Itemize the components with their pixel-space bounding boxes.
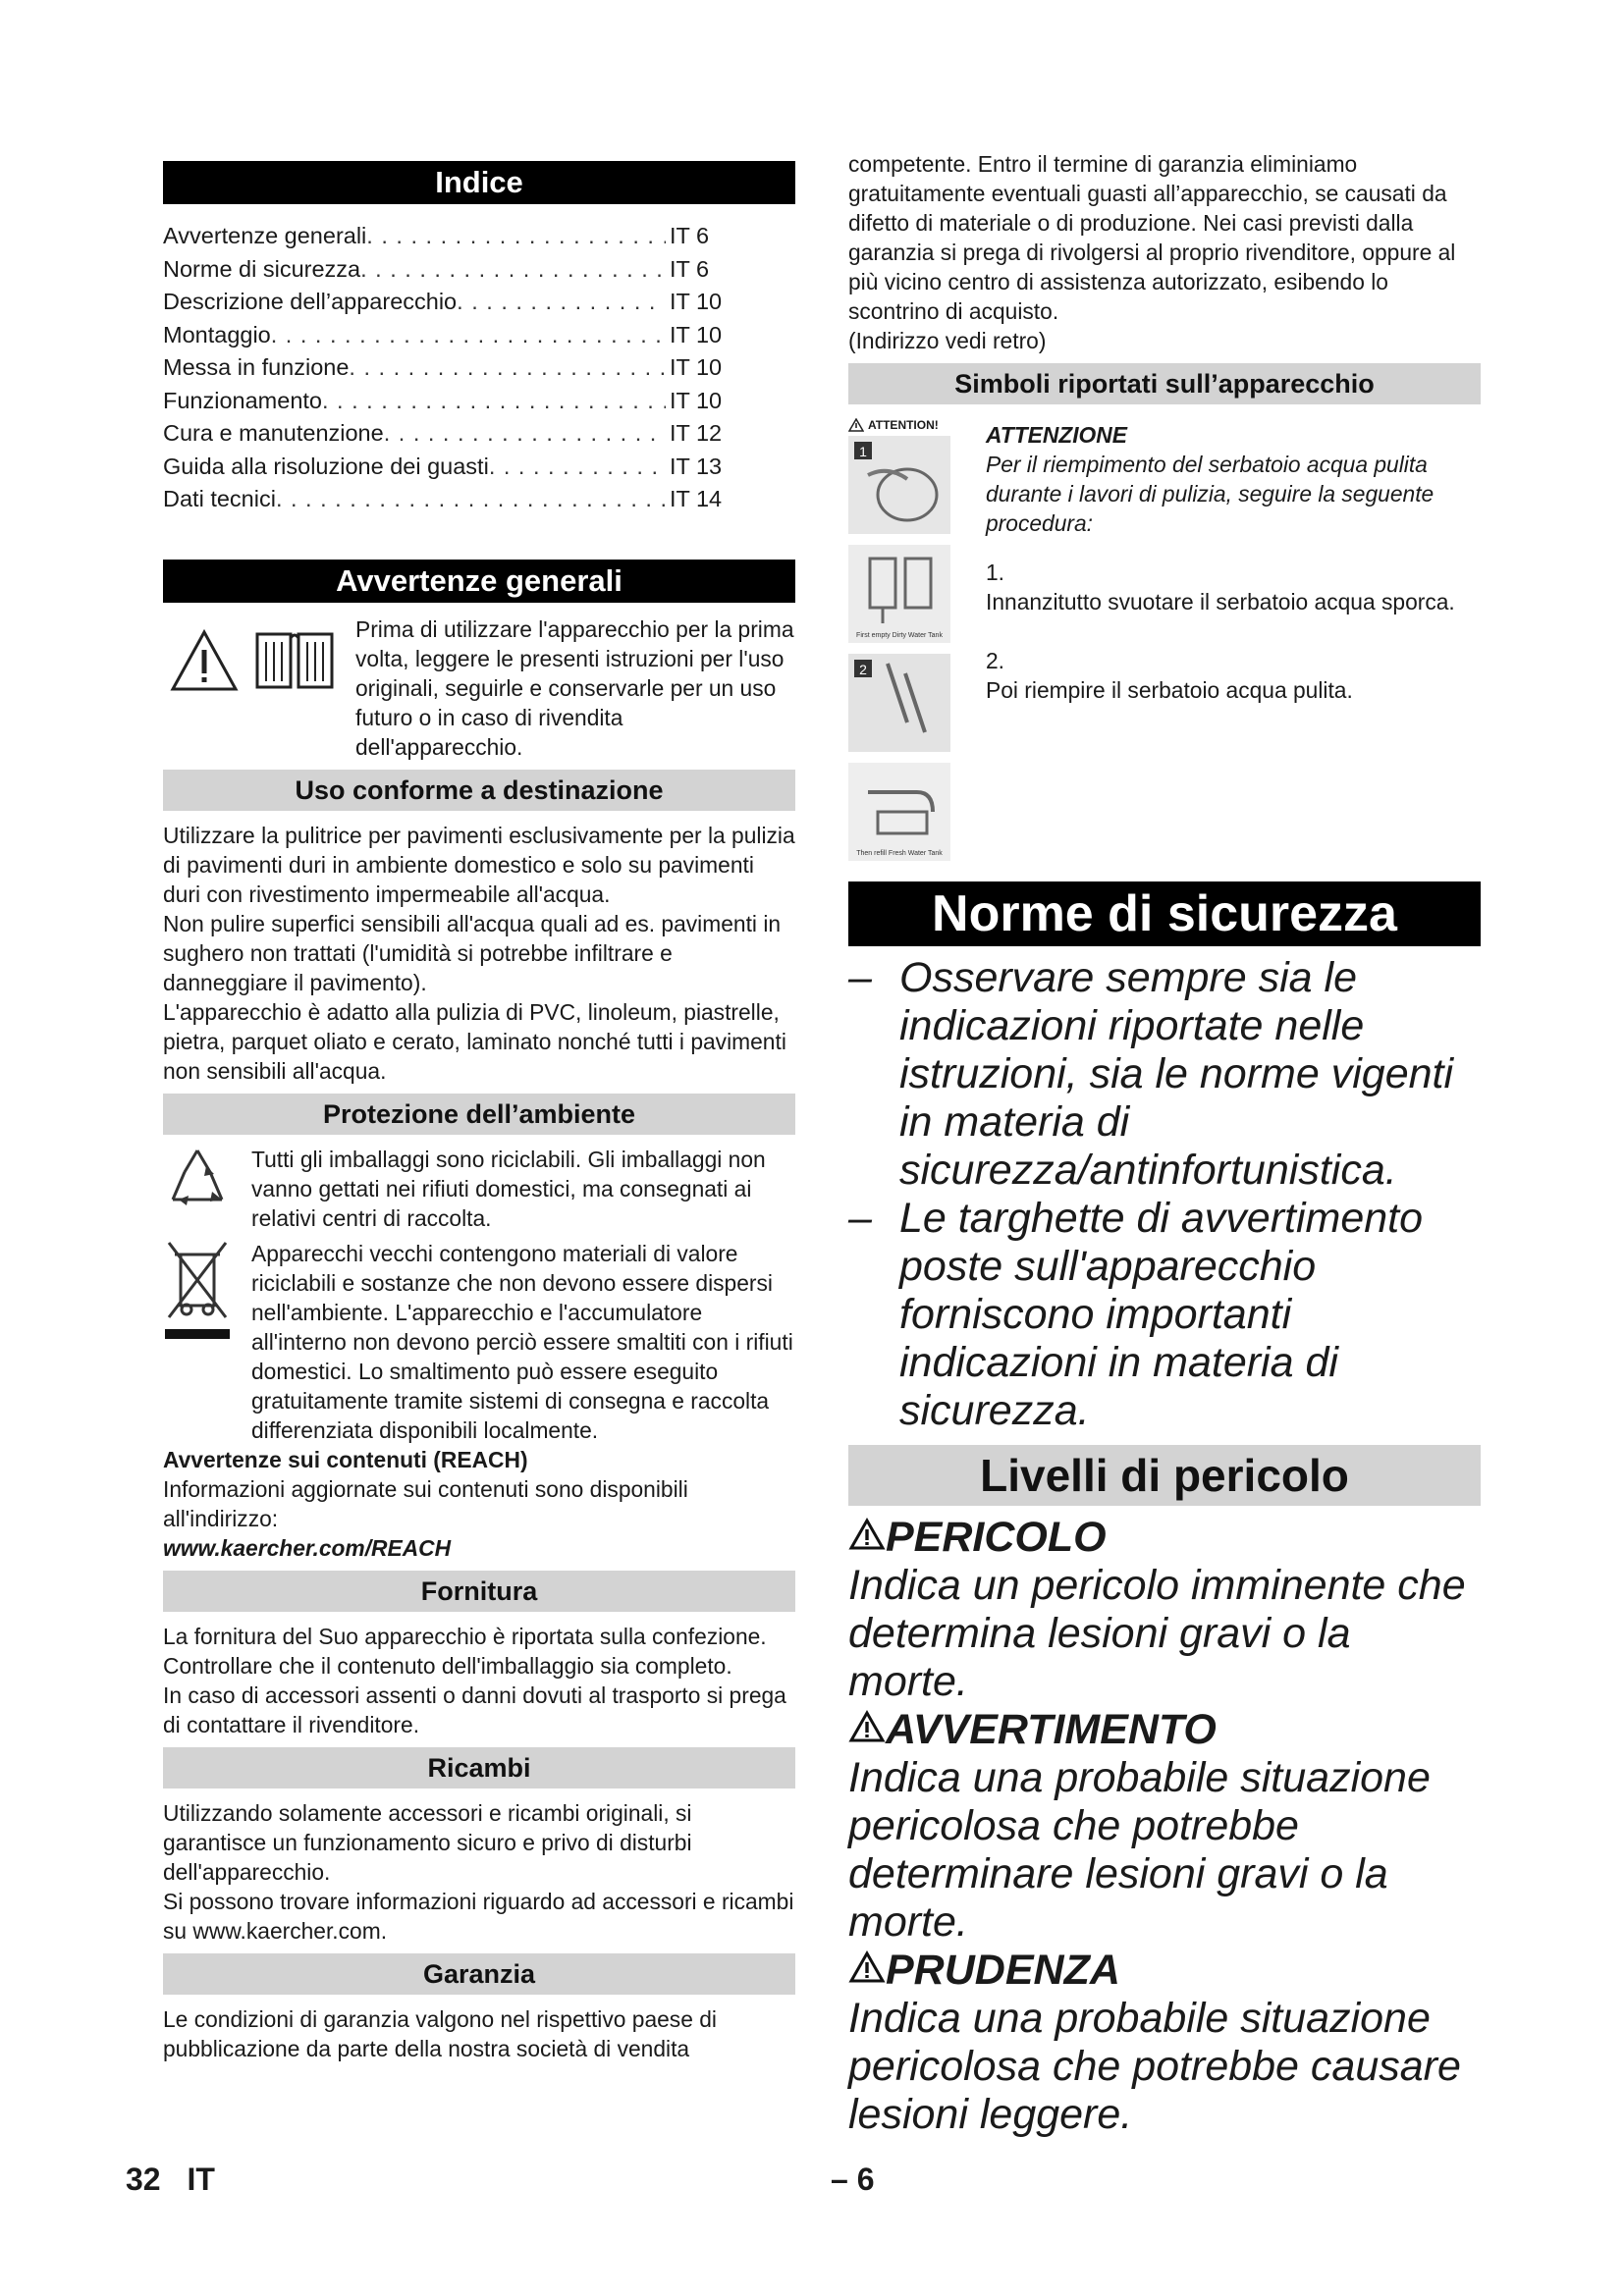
delivery-body [163, 1622, 795, 1739]
weee-text: Apparecchi vecchi contengono materiali di valore riciclabili e sostanze che non devono essere dispersi nell'ambiente. L'apparecchio e l'accumulatore all'interno non devono perciò essere smaltiti con i rifiuti domestici. Lo smaltimento può essere eseguito gratuitamente tramite sistemi di consegna e raccolta differenziata disponibili localmente. [251, 1240, 793, 1443]
paragraph: In caso di accessori assenti o danni dovuti al trasporto si prega di contattare il rivenditore. [163, 1682, 786, 1737]
warning-triangle-icon [848, 1950, 886, 1984]
warning-triangle-icon [848, 1710, 886, 1743]
paragraph: Utilizzare la pulitrice per pavimenti esclusivamente per la pulizia di pavimenti duri in ambiente domestico e solo su pavimenti duri con rivestimento impermeabile all'acqua. [163, 822, 795, 907]
warranty-text-left: Le condizioni di garanzia valgono nel rispettivo paese di pubblicazione da parte della nostra società di vendita [163, 2005, 717, 2061]
step2-image [848, 654, 950, 752]
toc-item[interactable]: Avvertenze generali . . . IT 6 [163, 220, 734, 253]
recycle-text: Tutti gli imballaggi sono riciclabili. Gli imballaggi non vanno gettati nei rifiuti domestici, ma consegnati ai relativi centri di raccolta. [251, 1146, 766, 1231]
symbol-images [848, 418, 986, 866]
toc-title: Indice [163, 161, 795, 204]
weee-row [163, 1239, 795, 1445]
safety-list [848, 954, 1481, 1435]
recycle-icon-wrap [163, 1145, 251, 1233]
svg-text:Then refill Fresh Water Tank: Then refill Fresh Water Tank [856, 850, 943, 857]
step-number: 2. [986, 648, 1005, 673]
danger-level-text: Indica una probabile situazione pericolosa che potrebbe determinare lesioni gravi o la morte. [848, 1754, 1431, 1946]
warranty-address-note: (Indirizzo vedi retro) [848, 328, 1047, 353]
warranty-title: Garanzia [163, 1953, 795, 1995]
manual-book-icon [253, 628, 336, 693]
environment-title: Protezione dell’ambiente [163, 1094, 795, 1135]
right-column [848, 149, 1481, 2139]
spare-parts-body [163, 1798, 795, 1946]
reach-text: Informazioni aggiornate sui contenuti sono disponibili all'indirizzo: [163, 1475, 688, 1531]
toc-item[interactable]: Descrizione dell’apparecchio . . . IT 10 [163, 286, 734, 319]
general-text: Prima di utilizzare l'apparecchio per la prima volta, leggere le presenti istruzioni per l'uso originali, seguirle e conservarle per un uso futuro o in caso di rivendita dell'apparecchio. [355, 615, 794, 760]
weee-icon-wrap [163, 1239, 251, 1445]
step1b-image [848, 545, 950, 643]
spare-parts-title: Ricambi [163, 1747, 795, 1789]
recycle-row [163, 1145, 795, 1233]
step1-image [848, 436, 950, 534]
danger-level-heading: PRUDENZA [848, 1947, 1481, 1995]
toc-item[interactable]: Funzionamento . . . IT 10 [163, 385, 734, 418]
general-title: Avvertenze generali [163, 560, 795, 603]
danger-levels-title: Livelli di pericolo [848, 1445, 1481, 1506]
warranty-text-right: competente. Entro il termine di garanzia eliminiamo gratuitamente eventuali guasti all’apparecchio, se causati da difetto di materiale o di produzione. Nei casi previsti dalla garanzia si prega di rivolgersi al proprio rivenditore, oppure al più vicino centro di assistenza autorizzato, esibendo lo scontrino di acquisto. [848, 151, 1456, 324]
intended-use-body [163, 821, 795, 1086]
danger-level-text: Indica una probabile situazione pericolosa che potrebbe causare lesioni leggere. [848, 1995, 1461, 2138]
paragraph: La fornitura del Suo apparecchio è riportata sulla confezione. Controllare che il contenuto dell'imballaggio sia completo. [163, 1623, 767, 1679]
step2b-image [848, 763, 950, 861]
language-code: IT [187, 2162, 215, 2197]
danger-level-text: Indica un pericolo imminente che determina lesioni gravi o la morte. [848, 1562, 1466, 1705]
paragraph: Non pulire superfici sensibili all'acqua quali ad es. pavimenti in sughero non trattati (l'umidità si potrebbe infiltrare e danneggiare il pavimento). [163, 910, 782, 995]
toc-item[interactable]: Guida alla risoluzione dei guasti . . . IT 13 [163, 451, 734, 484]
step-number: 1. [986, 560, 1005, 585]
attention-intro: Per il riempimento del serbatoio acqua pulita durante i lavori di pulizia, seguire la seguente procedura: [986, 452, 1435, 536]
warning-small-icon [848, 418, 864, 432]
general-block [163, 614, 795, 762]
reach-title: Avvertenze sui contenuti (REACH) [163, 1446, 528, 1472]
crossed-bin-icon [163, 1239, 232, 1341]
page-number: 32 [126, 2162, 161, 2197]
left-column [163, 161, 795, 2063]
reach-link[interactable]: www.kaercher.com/REACH [163, 1534, 452, 1561]
toc-item[interactable]: Norme di sicurezza . . . IT 6 [163, 253, 734, 287]
step-text: Innanzitutto svuotare il serbatoio acqua sporca. [986, 589, 1455, 614]
footer-center-page: – 6 [831, 2162, 875, 2197]
toc-list [163, 220, 795, 516]
paragraph: Si possono trovare informazioni riguardo ad accessori e ricambi su www.kaercher.com. [163, 1888, 794, 1944]
safety-item: – Osservare sempre sia le indicazioni riportate nelle istruzioni, sia le norme vigenti in materia di sicurezza/antinfortunistica. [848, 954, 1454, 1194]
svg-text:First empty Dirty Water Tank: First empty Dirty Water Tank [856, 632, 943, 639]
attention-label: ATTENTION! [848, 418, 986, 432]
paragraph: Utilizzando solamente accessori e ricambi originali, si garantisce un funzionamento sicuro e privo di disturbi dell'apparecchio. [163, 1799, 692, 1885]
symbols-title: Simboli riportati sull’apparecchio [848, 363, 1481, 404]
footer-left [126, 2162, 215, 2198]
danger-level-heading: PERICOLO [848, 1514, 1481, 1562]
svg-text:1: 1 [859, 444, 867, 459]
step-text: Poi riempire il serbatoio acqua pulita. [986, 677, 1353, 703]
safety-item: – Le targhette di avvertimento poste sull'apparecchio forniscono importanti indicazioni in materia di sicurezza. [848, 1195, 1424, 1434]
safety-title: Norme di sicurezza [848, 881, 1481, 946]
symbol-text [986, 418, 1481, 866]
delivery-title: Fornitura [163, 1571, 795, 1612]
warning-triangle-icon [848, 1518, 886, 1551]
symbols-block [848, 418, 1481, 866]
general-icons [163, 614, 355, 762]
toc-item[interactable]: Dati tecnici . . . IT 14 [163, 483, 734, 516]
danger-levels-list [848, 1514, 1481, 2139]
svg-text:2: 2 [859, 662, 867, 677]
toc-item[interactable]: Messa in funzione . . . IT 10 [163, 351, 734, 385]
intended-use-title: Uso conforme a destinazione [163, 770, 795, 811]
recycle-icon [163, 1145, 232, 1209]
paragraph: L'apparecchio è adatto alla pulizia di PVC, linoleum, piastrelle, pietra, parquet oliato e cerato, laminato nonché tutti i pavimenti non sensibili all'acqua. [163, 998, 786, 1084]
attention-heading: ATTENZIONE [986, 422, 1127, 448]
danger-level-heading: AVVERTIMENTO [848, 1706, 1481, 1754]
warning-triangle-icon [169, 628, 240, 693]
toc-item[interactable]: Montaggio . . . IT 10 [163, 319, 734, 352]
toc-item[interactable]: Cura e manutenzione . . . IT 12 [163, 417, 734, 451]
